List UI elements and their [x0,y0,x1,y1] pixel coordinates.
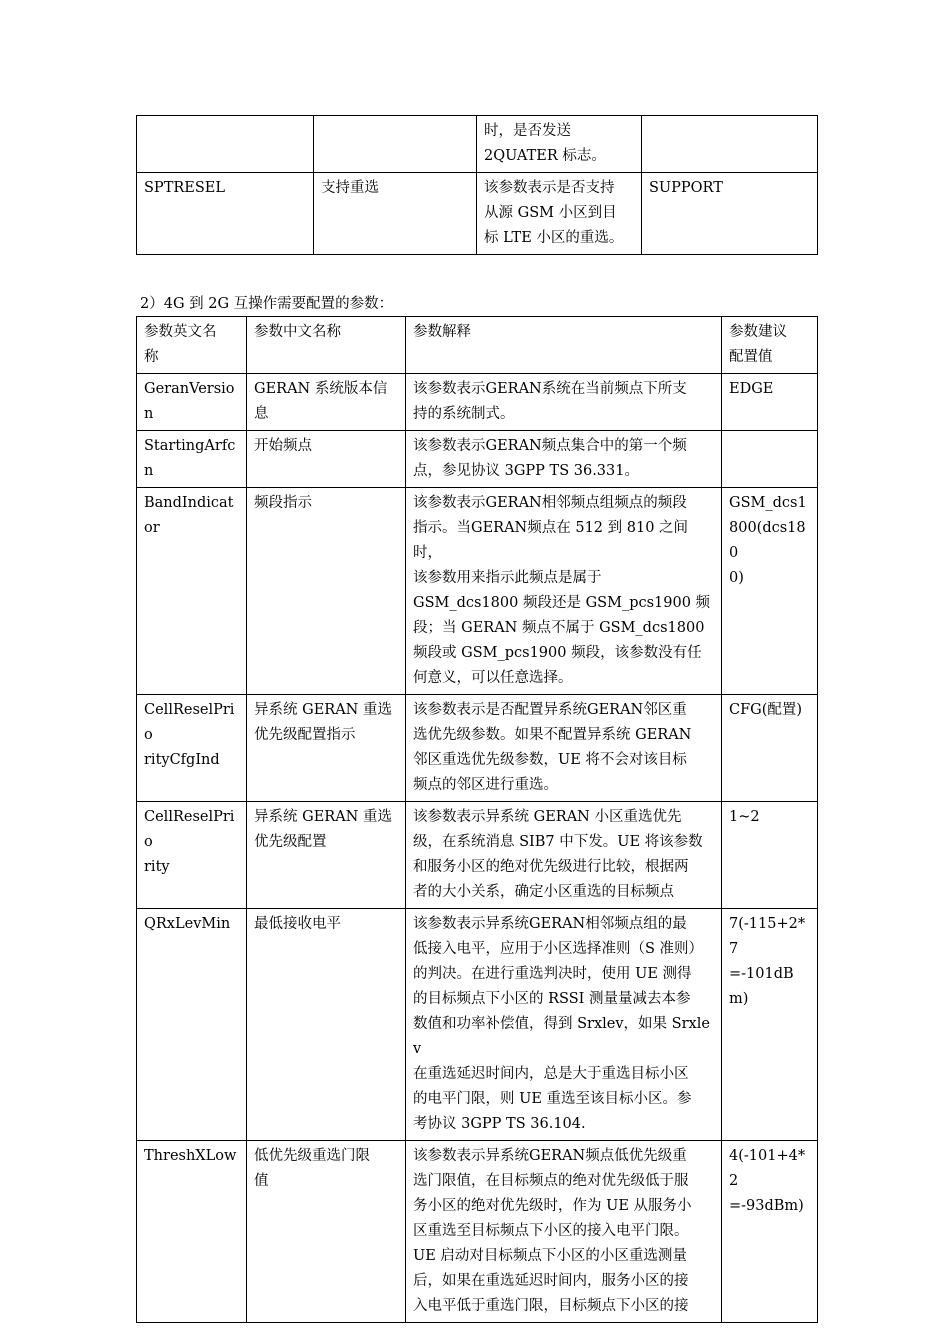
param-chinese-name: 频段指示 [247,488,406,695]
interop-parameter-table [136,316,818,1323]
param-description: 该参数表示是否支持 从源 GSM 小区到目 标 LTE 小区的重选。 [477,173,642,255]
param-suggested-value: 4(-101+4*2 =-93dBm) [722,1141,818,1323]
table-header-row [137,317,818,374]
param-chinese-name: GERAN 系统版本信 息 [247,374,406,431]
table-row [137,116,818,173]
param-suggested-value: SUPPORT [642,173,818,255]
table-row [137,802,818,909]
param-description: 该参数表示GERAN系统在当前频点下所支 持的系统制式。 [406,374,722,431]
param-chinese-name: 异系统 GERAN 重选 优先级配置指示 [247,695,406,802]
section-heading: 2）4G 到 2G 互操作需要配置的参数： [140,296,394,312]
table-row [137,1141,818,1323]
param-suggested-value: EDGE [722,374,818,431]
param-description: 时，是否发送 2QUATER 标志。 [477,116,642,173]
param-description: 该参数表示异系统GERAN频点低优先级重 选门限值，在目标频点的绝对优先级低于服 务小区的绝对优先级时，作为 UE 从服务小 区重选至目标频点下小区的接入电平门限。 UE 启动对目标频点下小区的小区重选测量 后，如果在重选延迟时间内，服务小区的接 入电平低于重选门限，目标频点下小区的接 [406,1141,722,1323]
header-chinese-name: 参数中文名称 [247,317,406,374]
param-suggested-value: 1~2 [722,802,818,909]
param-description: 该参数表示异系统GERAN相邻频点组的最 低接入电平，应用于小区选择准则（S 准则） 的判决。在进行重选判决时，使用 UE 测得 的目标频点下小区的 RSSI 测量量减去本参 数值和功率补偿值，得到 Srxlev，如果 Srxlev 在重选延迟时间内，总是大于重选目标小区 的电平门限，则 UE 重选至该目标小区。参 考协议 3GPP TS 36.104. [406,909,722,1141]
param-chinese-name: 异系统 GERAN 重选 优先级配置 [247,802,406,909]
header-suggested-value: 参数建议 配置值 [722,317,818,374]
table-row [137,695,818,802]
param-english-name: QRxLevMin [137,909,247,1141]
param-suggested-value: CFG(配置) [722,695,818,802]
param-english-name: BandIndicator [137,488,247,695]
param-description: 该参数表示是否配置异系统GERAN邻区重 选优先级参数。如果不配置异系统 GERAN 邻区重选优先级参数，UE 将不会对该目标 频点的邻区进行重选。 [406,695,722,802]
header-description: 参数解释 [406,317,722,374]
param-chinese-name [314,116,477,173]
table-row [137,173,818,255]
param-suggested-value: 7(-115+2*7 =-101dBm) [722,909,818,1141]
table-row [137,909,818,1141]
param-english-name: StartingArfcn [137,431,247,488]
param-chinese-name: 最低接收电平 [247,909,406,1141]
param-english-name: ThreshXLow [137,1141,247,1323]
param-chinese-name: 低优先级重选门限 值 [247,1141,406,1323]
table-row [137,431,818,488]
param-chinese-name: 支持重选 [314,173,477,255]
param-suggested-value: GSM_dcs1 800(dcs180 0) [722,488,818,695]
param-english-name: CellReselPrio rityCfgInd [137,695,247,802]
param-english-name: GeranVersion [137,374,247,431]
param-english-name: CellReselPrio rity [137,802,247,909]
table-row [137,488,818,695]
continued-parameter-table [136,115,818,255]
param-english-name: SPTRESEL [137,173,314,255]
param-description: 该参数表示GERAN相邻频点组频点的频段 指示。当GERAN频点在 512 到 810 之间时， 该参数用来指示此频点是属于 GSM_dcs1800 频段还是 GSM_pcs1900 频 段；当 GERAN 频点不属于 GSM_dcs1800 频段或 GSM_pcs1900 频段，该参数没有任 何意义，可以任意选择。 [406,488,722,695]
param-description: 该参数表示异系统 GERAN 小区重选优先 级，在系统消息 SIB7 中下发。UE 将该参数 和服务小区的绝对优先级进行比较，根据两 者的大小关系，确定小区重选的目标频点 [406,802,722,909]
param-description: 该参数表示GERAN频点集合中的第一个频 点，参见协议 3GPP TS 36.331。 [406,431,722,488]
param-chinese-name: 开始频点 [247,431,406,488]
param-suggested-value [642,116,818,173]
header-english-name: 参数英文名 称 [137,317,247,374]
table-row [137,374,818,431]
param-suggested-value [722,431,818,488]
param-english-name [137,116,314,173]
